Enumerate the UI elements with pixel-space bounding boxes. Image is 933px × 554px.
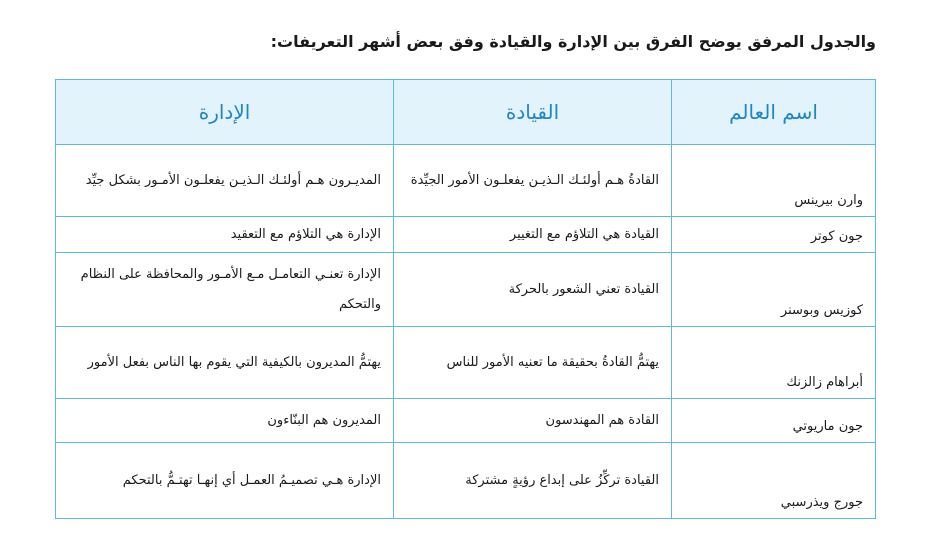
table-row	[56, 327, 876, 399]
scholar-cell: أبراهام زالزنك	[672, 327, 876, 399]
scholar-cell: وارن بيرينس	[672, 145, 876, 217]
table-row	[56, 399, 876, 443]
management-cell: المديـرون هـم أولئـك الـذيـن يفعلـون الأمـور بشكل جيِّد	[56, 145, 394, 217]
intro-text: والجدول المرفق يوضح الفرق بين الإدارة والقيادة وفق بعض أشهر التعريفات:	[270, 32, 876, 51]
leadership-cell: يهتمُّ القادةُ بحقيقة ما تعنيه الأمور للناس	[394, 327, 672, 399]
table-row	[56, 253, 876, 327]
management-cell: الإدارة هي التلاؤم مع التعقيد	[56, 217, 394, 253]
table-row	[56, 443, 876, 519]
table-row	[56, 217, 876, 253]
table-header-row	[56, 80, 876, 145]
management-cell: الإدارة هـي تصميـمُ العمـل أي إنهـا تهتـمُّ بالتحكم	[56, 443, 394, 519]
leadership-cell: القادة هم المهندسون	[394, 399, 672, 443]
comparison-table	[55, 79, 876, 519]
leadership-cell: القادةُ هـم أولئـك الـذيـن يفعلـون الأمور الجيِّدة	[394, 145, 672, 217]
management-cell: الإدارة تعنـي التعامـل مـع الأمـور والمحافظة على النظام والتحكم	[56, 253, 394, 327]
scholar-cell: جون كوتر	[672, 217, 876, 253]
scholar-cell: جون ماريوتي	[672, 399, 876, 443]
leadership-cell: القيادة تعني الشعور بالحركة	[394, 253, 672, 327]
header-leadership: القيادة	[394, 80, 672, 145]
scholar-cell: كوزيس وبوسنر	[672, 253, 876, 327]
leadership-cell: القيادة تركِّزُ على إبداع رؤيةٍ مشتركة	[394, 443, 672, 519]
table-row	[56, 145, 876, 217]
leadership-cell: القيادة هي التلاؤم مع التغيير	[394, 217, 672, 253]
header-management: الإدارة	[56, 80, 394, 145]
header-scholar: اسم العالم	[672, 80, 876, 145]
management-cell: يهتمُّ المديرون بالكيفية التي يقوم بها الناس بفعل الأمور	[56, 327, 394, 399]
management-cell: المديرون هم البنّاءون	[56, 399, 394, 443]
scholar-cell: جورج ويذرسبي	[672, 443, 876, 519]
